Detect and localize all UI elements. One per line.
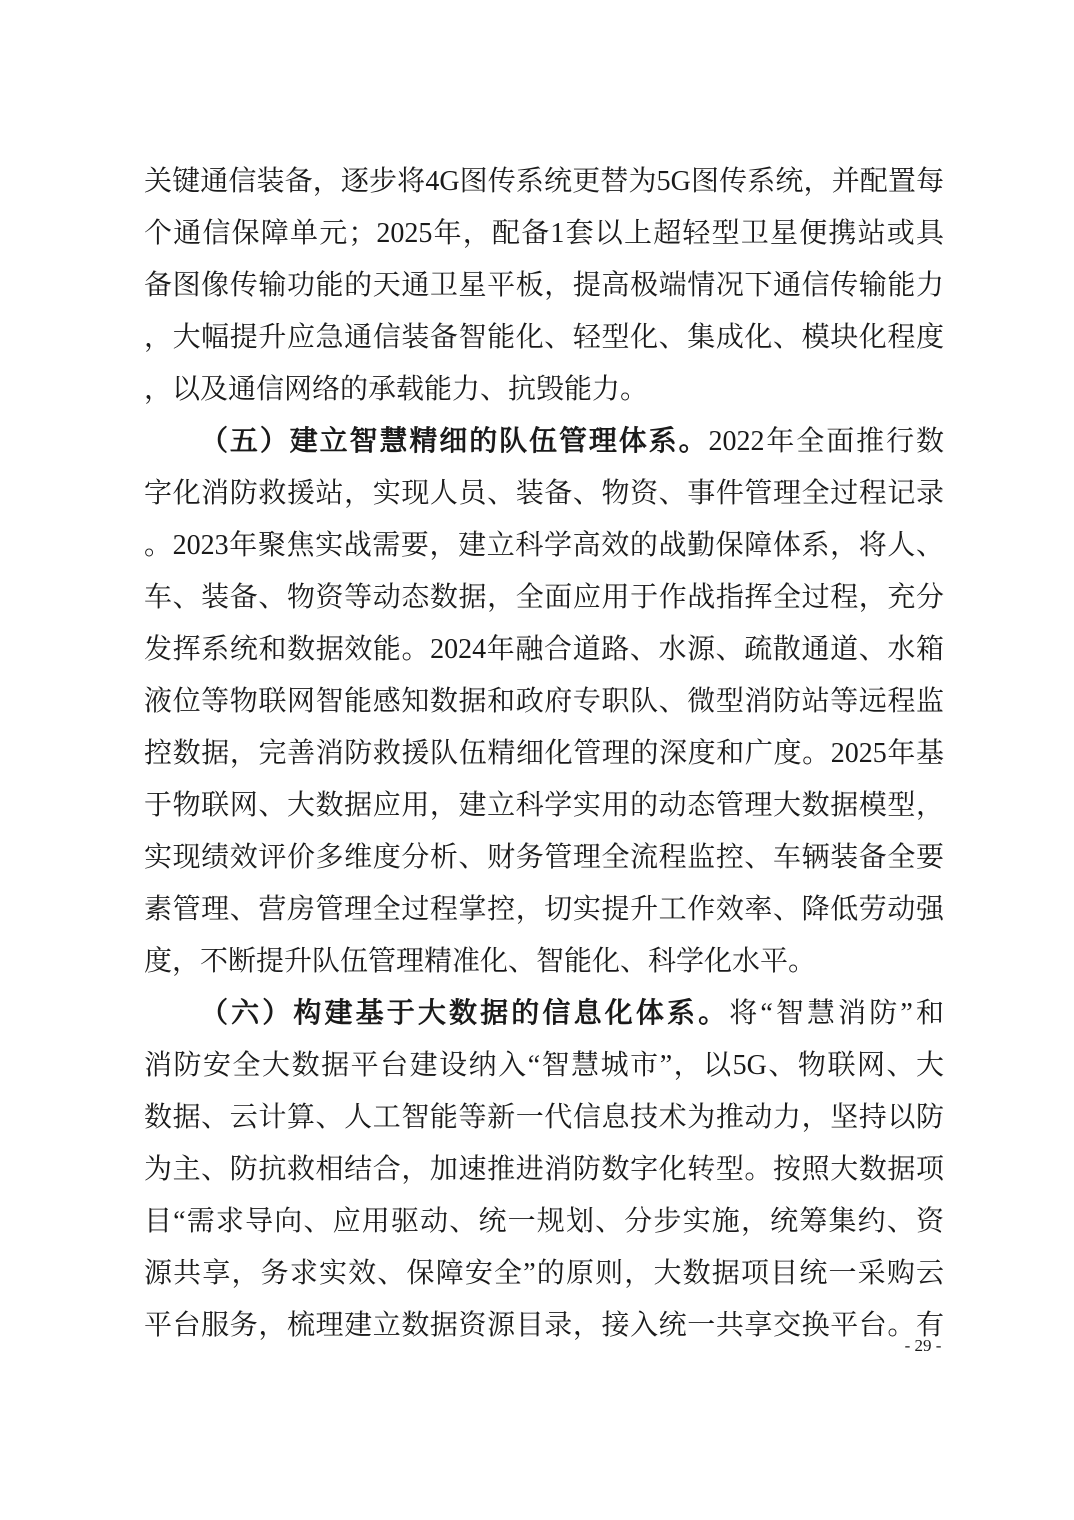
section-heading: （五）建立智慧精细的队伍管理体系。 (200, 426, 709, 457)
text-run: ，以及通信网络的承载能力、抗毁能力。 (144, 374, 649, 405)
text-line (144, 416, 944, 468)
text-line (144, 312, 944, 364)
text-line (144, 832, 944, 884)
text-line (144, 884, 944, 936)
text-line (144, 1092, 944, 1144)
text-run: ，大幅提升应急通信装备智能化、轻型化、集成化、模块化程度 (144, 322, 944, 353)
text-run: 个通信保障单元；2025年，配备1套以上超轻型卫星便携站或具 (144, 218, 944, 249)
text-run: 关键通信装备，逐步将4G图传系统更替为5G图传系统，并配置每 (144, 166, 944, 197)
text-run: 字化消防救援站，实现人员、装备、物资、事件管理全过程记录 (144, 478, 944, 509)
text-line (144, 1196, 944, 1248)
document-body (144, 156, 944, 1352)
text-line (144, 1300, 944, 1352)
text-run: 素管理、营房管理全过程掌控，切实提升工作效率、降低劳动强 (144, 894, 944, 925)
text-run: 实现绩效评价多维度分析、财务管理全流程监控、车辆装备全要 (144, 842, 944, 873)
text-run: 2022年全面推行数 (708, 426, 944, 457)
text-run: 液位等物联网智能感知数据和政府专职队、微型消防站等远程监 (144, 686, 944, 717)
section-heading: （六）构建基于大数据的信息化体系。 (200, 998, 730, 1029)
text-run: 源共享，务求实效、保障安全”的原则，大数据项目统一采购云 (144, 1258, 944, 1289)
text-run: 备图像传输功能的天通卫星平板，提高极端情况下通信传输能力 (144, 270, 944, 301)
text-run: 于物联网、大数据应用，建立科学实用的动态管理大数据模型， (144, 790, 944, 821)
page-number: - 29 - (904, 1336, 942, 1355)
text-run: 。2023年聚焦实战需要，建立科学高效的战勤保障体系，将人、 (144, 530, 944, 561)
text-run: 度，不断提升队伍管理精准化、智能化、科学化水平。 (144, 946, 817, 977)
text-line (144, 1040, 944, 1092)
text-run: 将“智慧消防”和 (729, 998, 944, 1029)
text-line (144, 676, 944, 728)
text-line (144, 364, 944, 416)
text-run: 平台服务，梳理建立数据资源目录，接入统一共享交换平台。有 (144, 1310, 944, 1341)
text-run: 消防安全大数据平台建设纳入“智慧城市”，以5G、物联网、大 (144, 1050, 944, 1081)
text-line (144, 1248, 944, 1300)
text-run: 为主、防抗救相结合，加速推进消防数字化转型。按照大数据项 (144, 1154, 944, 1185)
text-run: 发挥系统和数据效能。2024年融合道路、水源、疏散通道、水箱 (144, 634, 944, 665)
text-run: 控数据，完善消防救援队伍精细化管理的深度和广度。2025年基 (144, 738, 944, 769)
text-line (144, 936, 944, 988)
text-line (144, 988, 944, 1040)
text-line (144, 572, 944, 624)
text-line (144, 1144, 944, 1196)
text-run: 车、装备、物资等动态数据，全面应用于作战指挥全过程，充分 (144, 582, 944, 613)
text-line (144, 520, 944, 572)
text-run: 目“需求导向、应用驱动、统一规划、分步实施，统筹集约、资 (144, 1206, 944, 1237)
text-line (144, 468, 944, 520)
text-run: 数据、云计算、人工智能等新一代信息技术为推动力，坚持以防 (144, 1102, 944, 1133)
text-line (144, 780, 944, 832)
text-line (144, 156, 944, 208)
text-line (144, 208, 944, 260)
text-line (144, 624, 944, 676)
text-line (144, 260, 944, 312)
text-line (144, 728, 944, 780)
